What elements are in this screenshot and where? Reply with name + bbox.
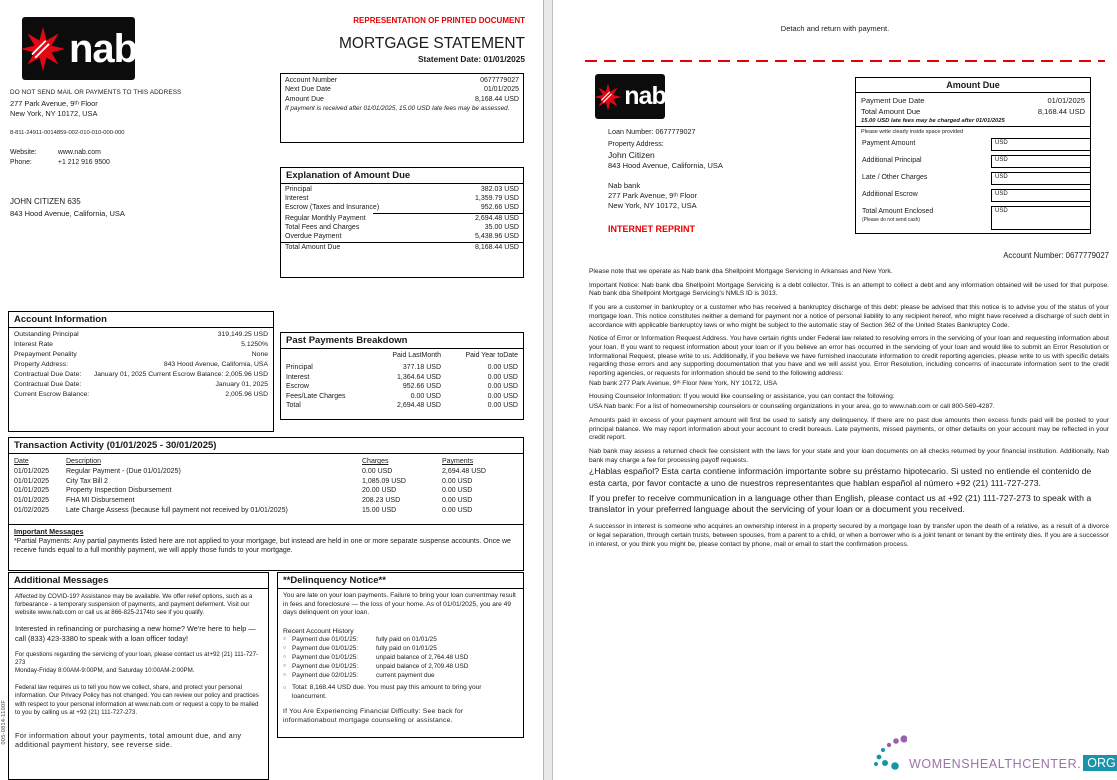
explanation-row xyxy=(281,223,523,232)
row-last: 2,694.48 USD xyxy=(397,402,441,410)
past-payments-box xyxy=(280,332,524,420)
currency-unit: USD xyxy=(995,157,1008,163)
important-messages-box xyxy=(8,524,524,571)
website-row xyxy=(10,149,101,156)
row-label: Payment Due Date xyxy=(861,96,925,105)
org-badge: ORG xyxy=(1083,755,1117,771)
row-value: 319,149.25 USD xyxy=(217,331,268,338)
paragraph-spanish-notice: ¿Hablas español? Esta carta contiene información importante sobre su préstamo hipotecario. Si usted no entiende el contenido de esta carta, por favor contacte a uno de nuestros representantes que hablan español al número +92 (21) 111-727-273. xyxy=(589,466,1092,488)
womenshealthcenter-wordmark: WOMENSHEALTHCENTER. xyxy=(909,757,1082,771)
website-label: Website: xyxy=(10,149,37,156)
paragraph-returned-check: Nab bank may assess a returned check fee consistent with the laws for your state and your loan documents on all checks returned by your financial institution. Additionally, Nab bank may charge a fee for processing payoff requests. xyxy=(589,447,1109,464)
paragraph-error-notice: Notice of Error or Information Request Address. You have certain rights under Federal law related to resolving errors in the servicing of your loan and requesting information about your loan. If you want to request information about your loan or if you believe an error has occurred in the servicing of your loan and would like to submit an Error Resolution or Informational Request, please write to us. Additionally, if you believe we have furnished inaccurate information to credit reporting agencies, please write to us with specific details regarding those errors and any supporting documentation that you have and we will assist you. Error Resolution, including concerns of inaccurate information sent to the credit reporting agencies, or requests for information should be send to the following address: xyxy=(589,335,1109,378)
row-label: Prepayment Penality xyxy=(14,351,77,358)
col-description: Description xyxy=(66,458,102,465)
tx-date: 01/02/2025 xyxy=(14,506,50,514)
payment-due-date-row xyxy=(856,93,1090,106)
delinquency-notice-box xyxy=(277,572,524,738)
recipient-name: JOHN CITIZEN 635 xyxy=(10,197,81,206)
phone-row xyxy=(10,159,110,166)
row-ytd: 0.00 USD xyxy=(487,402,518,410)
currency-unit: USD xyxy=(995,174,1008,180)
row-label: Interest Rate xyxy=(14,341,53,348)
paragraph-translator: If you prefer to receive communication in a language other than English, please contact us at +92 (21) 111-727-273 to speak with a translator in your preferred language about the servicing of your loan or a document you received. xyxy=(589,492,1092,514)
explanation-row xyxy=(281,194,523,203)
tx-date: 01/01/2025 xyxy=(14,487,50,495)
amount-due-title: Amount Due xyxy=(856,78,1090,93)
bullet-icon: ○ xyxy=(283,645,287,652)
bank-address-line1: 277 Park Avenue, 9ᵗʰ Floor xyxy=(608,191,698,200)
currency-unit: USD xyxy=(995,208,1008,214)
row-label: Contractual Due Date: xyxy=(14,371,82,378)
row-ytd: 0.00 USD xyxy=(487,392,518,400)
next-due-date-row xyxy=(281,85,523,94)
transaction-row xyxy=(9,496,523,506)
past-payments-row xyxy=(281,392,523,401)
amount-due-row xyxy=(281,95,523,104)
phone-value: +1 212 916 9500 xyxy=(57,159,110,166)
bullet-label: Payment due 01/01/25: xyxy=(292,663,359,671)
bullet-label: Payment due 01/01/25: xyxy=(292,645,359,653)
past-payments-title: Past Payments Breakdown xyxy=(281,333,523,349)
row-label: Principal xyxy=(285,186,312,193)
field-sublabel: (Please do not send cash) xyxy=(862,217,921,223)
paragraph-housing-counselor: Housing Counselor Information: If you would like counseling or assistance, you can contact the following: xyxy=(589,393,895,401)
paragraph-excess-payments: Amounts paid in excess of your payment amount will first be used to satisfy any delinquency. If there are no past due amounts then excess funds paid will be posted to your principal balance. We may report information about your account to credit bureaus. Late payments, missed payments, or other defaults on your account may be reflected in your credit report. xyxy=(589,416,1109,442)
financial-difficulty-note: If You Are Experiencing Financial Difficulty: See back for informationabout mortgage counseling or assistance. xyxy=(283,707,464,724)
row-label: Total Amount Due xyxy=(861,107,921,116)
bank-name: Nab bank xyxy=(608,181,641,190)
delinquency-title: **Delinquency Notice** xyxy=(278,573,523,589)
row-ytd: 0.00 USD xyxy=(487,373,518,381)
field-label: Additional Escrow xyxy=(862,191,918,198)
paragraph-bankruptcy: If you are a customer in bankruptcy or a customer who has received a bankruptcy discharge of this debt: please be advised that this notice is to advise you of the status of your mortgage loan. This notice constitutes neither a demand for payment nor a notice of personal liability to any recipient hereof, who might have received a discharge of such debt in accordance with applicable bankruptcy laws or who might be subject to the automatic stay of Section 362 of the United States Bankruptcy Code. xyxy=(589,304,1109,329)
statement-title: MORTGAGE STATEMENT xyxy=(338,35,525,52)
account-information-title: Account Information xyxy=(9,312,273,328)
row-label: Escrow (Taxes and Insurance) xyxy=(285,204,380,212)
row-label: Escrow xyxy=(286,383,309,391)
bullet-icon: ○ xyxy=(283,685,287,692)
paragraph-debt-collector: Important Notice: Nab bank dba Shellpoint Mortgage Servicing is a debt collector. This is an attempt to collect a debt and any information obtained will be used for that purpose. Nab bank dba Shellpoint Mortgage Servicing's NMLS ID is 3013. xyxy=(589,281,1109,298)
total-label: Total Amount Due xyxy=(285,244,341,252)
row-value: 35.00 USD xyxy=(484,223,519,231)
account-number-label: Account Number xyxy=(285,77,338,84)
transaction-activity-box xyxy=(8,437,524,525)
perforation-dashed-line xyxy=(585,60,1105,62)
transaction-activity-title: Transaction Activity (01/01/2025 - 30/01/2025) xyxy=(9,438,523,454)
nab-star-icon xyxy=(20,26,66,72)
tx-date: 01/01/2025 xyxy=(14,477,50,485)
row-value: 01/01/2025 xyxy=(1047,96,1085,105)
history-bullet xyxy=(283,635,518,644)
col-payments: Payments xyxy=(442,458,474,465)
row-value: 2,694.48 USD xyxy=(475,214,519,222)
bullet-icon: ○ xyxy=(283,663,287,670)
row-last: 952.66 USD xyxy=(402,383,441,391)
bullet-value: unpaid balance of 2,709.48 USD xyxy=(376,663,469,671)
history-bullet xyxy=(283,671,518,680)
col-paid-year-to-date: Paid Year toDate xyxy=(465,352,518,359)
amount-due-label: Amount Due xyxy=(285,95,324,103)
past-payments-row xyxy=(281,401,523,410)
account-info-row xyxy=(9,340,273,350)
tx-description: City Tax Bill 2 xyxy=(66,477,108,485)
website-value: www.nab.com xyxy=(57,149,101,156)
additional-messages-title: Additional Messages xyxy=(9,573,268,589)
additional-message-covid: Affected by COVID-19? Assistance may be available. We offer relief options, such as a forbearance - a temporary suspension of payments, and payment deferment. Visit our website www.nab.com or call us at 866-825-2174to see if you qualify. xyxy=(15,593,253,617)
account-info-row xyxy=(9,390,273,400)
row-label: Fees/Late Charges xyxy=(286,392,346,400)
womenshealthcenter-logo xyxy=(871,733,1117,771)
tx-charges: 1,085.09 USD xyxy=(362,477,406,485)
history-total-bullet xyxy=(283,684,518,701)
nab-logo xyxy=(22,17,138,80)
row-ytd: 0.00 USD xyxy=(487,364,518,372)
transaction-row xyxy=(9,467,523,477)
statement-page-2 xyxy=(552,0,1117,780)
late-fee-note: If payment is received after 01/01/2025, 15.00 USD late fees may be assessed. xyxy=(285,105,510,113)
tx-payments: 0.00 USD xyxy=(442,506,473,514)
row-value: 952.66 USD xyxy=(480,204,519,212)
total-enclosed-field-row xyxy=(856,206,1090,232)
tx-charges: 0.00 USD xyxy=(362,467,393,475)
transaction-header-row xyxy=(9,454,523,467)
row-label: Outstanding Principal xyxy=(14,331,79,338)
amount-due-value: 8,168.44 USD xyxy=(475,95,519,103)
payment-amount-input[interactable] xyxy=(991,138,1091,151)
bullet-icon: ○ xyxy=(283,672,287,679)
recent-account-history-title: Recent Account History xyxy=(283,628,354,636)
history-bullet xyxy=(283,644,518,653)
row-label: Regular Monthly Payment xyxy=(285,214,366,222)
recipient-address: 843 Hood Avenue, California, USA xyxy=(10,209,125,218)
currency-unit: USD xyxy=(995,191,1008,197)
additional-message-privacy: Federal law requires us to tell you how we collect, share, and protect your personal information. Our Privacy Policy has not changed. You can review our policy and practices with respect to your personal information at www.nab.com or request a copy to be mailed to you by calling us at +92 (21) 111-727-273. xyxy=(15,684,259,716)
row-value: 843 Hood Avenue, California, USA xyxy=(163,361,268,368)
borrower-name: John Citizen xyxy=(608,150,655,160)
nab-logo xyxy=(595,74,665,119)
explanation-of-amount-due-box xyxy=(280,167,524,278)
history-bullet xyxy=(283,662,518,671)
transaction-row xyxy=(9,486,523,496)
additional-principal-field-row xyxy=(856,155,1090,171)
paragraph-successor-in-interest: A successor in interest is someone who acquires an ownership interest in a property secured by a mortgage loan by transfer upon the death of a relative, as a result of a divorce or legal separation, through certain trusts, between spouses, from a parent to a child, or when a borrower who is a joint tenant or tenant by the entirety dies. If you are a successor in interest, or you think you might be, please contact by phone, mail or email to start the confirmation process. xyxy=(589,523,1109,548)
paragraph-bank-address: Nab bank 277 Park Avenue, 9ᵗʰ Floor New York, NY 10172, USA xyxy=(589,379,778,387)
statement-date: Statement Date: 01/01/2025 xyxy=(418,54,525,64)
currency-unit: USD xyxy=(995,140,1008,146)
account-number-line: Account Number: 0677779027 xyxy=(1003,251,1109,260)
total-value: 8,168.44 USD xyxy=(475,244,519,252)
delinquency-intro: You are late on your loan payments. Failure to bring your loan currentmay result in fees and foreclosure — the loss of your home. As of 01/01/2025, you are 49 days delinquent on your loan. xyxy=(283,592,516,617)
bullet-icon: ○ xyxy=(283,636,287,643)
row-value: January 01, 2025 xyxy=(215,381,268,388)
past-payments-row xyxy=(281,382,523,391)
account-info-row xyxy=(9,360,273,370)
bullet-value: fully paid on 01/01/25 xyxy=(376,645,437,653)
past-payments-header-row xyxy=(281,349,523,363)
tx-date: 01/01/2025 xyxy=(14,497,50,505)
additional-message-refinance: Interested in refinancing or purchasing a new home? We're here to help — call (833) 423-3380 to speak with a loan officer today! xyxy=(15,624,256,643)
nab-star-icon xyxy=(594,83,622,111)
late-other-charges-input[interactable] xyxy=(991,172,1091,185)
bullet-value: fully paid on 01/01/25 xyxy=(376,636,437,644)
loan-number-line: Loan Number: 0677779027 xyxy=(608,127,696,136)
nab-logo-word: nab xyxy=(624,82,666,110)
important-messages-body: *Partial Payments: Any partial payments listed here are not applied to your mortgage, but instead are held in one or more separate suspense accounts. Once we receive funds equal to a full monthly payment, we will apply those funds to your mortgage. xyxy=(14,538,511,554)
next-due-date-label: Next Due Date xyxy=(285,86,331,94)
paragraph-dba-notice: Please note that we operate as Nab bank dba Shellpoint Mortgage Servicing in Arkansas and New York. xyxy=(589,268,893,275)
mail-barcode-number: 8-811-24911-0014859-002-010-010-000-000 xyxy=(10,130,125,136)
write-clearly-note: Please write clearly inside space provided xyxy=(861,129,964,135)
bullet-icon: ○ xyxy=(283,654,287,661)
row-last: 377.18 USD xyxy=(402,364,441,372)
additional-principal-input[interactable] xyxy=(991,155,1091,168)
row-label: Property Address: xyxy=(14,361,69,368)
row-last: 0.00 USD xyxy=(410,392,441,400)
explanation-title: Explanation of Amount Due xyxy=(281,168,523,184)
row-value: None xyxy=(251,351,268,358)
next-due-date-value: 01/01/2025 xyxy=(483,86,519,94)
explanation-row xyxy=(281,232,523,241)
row-value: January 01, 2025 Current Escrow Balance: 2,005.96 USD xyxy=(93,371,268,378)
nab-logo-word: nab xyxy=(68,26,138,71)
tx-description: FHA MI Disbursement xyxy=(66,497,135,505)
account-info-row xyxy=(9,350,273,360)
row-value: 1,359.79 USD xyxy=(475,195,519,203)
account-info-row xyxy=(9,330,273,340)
tx-charges: 208.23 USD xyxy=(362,497,401,505)
history-bullet xyxy=(283,653,518,662)
sender-address-line1: 277 Park Avenue, 9ᵗʰ Floor xyxy=(10,99,98,108)
explanation-row xyxy=(281,214,523,223)
coupon-late-fee-note: 15.00 USD late fees may be charged after 01/01/2025 xyxy=(856,117,1090,127)
additional-messages-box xyxy=(8,572,269,780)
row-label: Current Escrow Balance: xyxy=(14,391,90,398)
explanation-row xyxy=(281,203,523,212)
row-label: Total xyxy=(286,402,301,410)
do-not-send-warning: DO NOT SEND MAIL OR PAYMENTS TO THIS ADDRESS xyxy=(10,89,182,96)
row-value: 8,168.44 USD xyxy=(1037,107,1085,116)
late-other-charges-field-row xyxy=(856,172,1090,188)
col-paid-last-month: Paid LastMonth xyxy=(392,352,441,359)
bullet-value: unpaid balance of 2,764.48 USD xyxy=(376,654,469,662)
row-value: 5,438.96 USD xyxy=(475,233,519,241)
row-last: 1,364.64 USD xyxy=(397,373,441,381)
bank-address-line2: New York, NY 10172, USA xyxy=(608,201,697,210)
bullet-value: current payment due xyxy=(376,672,435,680)
total-due-text: Total: 8,168.44 USD due. You must pay this amount to bring your loancurrent. xyxy=(292,684,482,700)
disclosure-text-column xyxy=(589,268,1109,554)
field-label: Total Amount Enclosed xyxy=(862,208,934,215)
detach-instruction: Detach and return with payment. xyxy=(780,24,890,33)
tx-description: Late Charge Assess (because full payment not received by 01/01/2025) xyxy=(66,506,288,514)
field-label: Payment Amount xyxy=(862,140,916,147)
row-value: 5.1250% xyxy=(241,341,268,348)
representation-banner: REPRESENTATION OF PRINTED DOCUMENT xyxy=(353,16,525,25)
account-info-row xyxy=(9,370,273,380)
tx-charges: 15.00 USD xyxy=(362,506,397,514)
row-value: 382.03 USD xyxy=(480,186,519,193)
row-label: Contractual Due Date: xyxy=(14,381,82,388)
important-messages-title: Important Messages xyxy=(14,527,84,536)
additional-message-servicing: For questions regarding the servicing of your loan, please contact us at+92 (21) 111-727-273 xyxy=(15,651,259,667)
bullet-label: Payment due 02/01/25: xyxy=(292,672,359,680)
borrower-address: 843 Hood Avenue, California, USA xyxy=(608,161,723,170)
row-label: Interest xyxy=(286,373,310,381)
row-label: Total Fees and Charges xyxy=(285,223,360,231)
tx-payments: 0.00 USD xyxy=(442,487,473,495)
account-number-value: 0677779027 xyxy=(480,77,519,84)
past-payments-row xyxy=(281,363,523,372)
total-enclosed-input[interactable] xyxy=(991,206,1091,230)
sender-address-line2: New York, NY 10172, USA xyxy=(10,109,98,118)
tx-payments: 2,694.48 USD xyxy=(442,467,486,475)
property-address-label: Property Address: xyxy=(608,141,664,148)
additional-message-hours: Monday-Friday 8:00AM-9:00PM, and Saturday 10:00AM-2:00PM. xyxy=(15,667,195,675)
explanation-row xyxy=(281,185,523,194)
payment-coupon-amount-due-box xyxy=(855,77,1091,234)
additional-escrow-input[interactable] xyxy=(991,189,1091,202)
statement-page-1 xyxy=(0,0,544,780)
bullet-label: Payment due 01/01/25: xyxy=(292,654,359,662)
account-information-box xyxy=(8,311,274,432)
field-label: Late / Other Charges xyxy=(862,174,928,181)
phone-label: Phone: xyxy=(10,159,32,166)
row-value: 2,005.96 USD xyxy=(225,391,268,398)
bullet-label: Payment due 01/01/25: xyxy=(292,636,359,644)
account-info-row xyxy=(9,380,273,390)
additional-message-reverse-side: For information about your payments, total amount due, and any additional payment history, see reverse side. xyxy=(15,730,242,750)
payment-amount-field-row xyxy=(856,138,1090,154)
row-label: Interest xyxy=(285,195,309,203)
tx-description: Property Inspection Disbursement xyxy=(66,487,172,495)
col-date: Date xyxy=(14,458,29,465)
col-charges: Charges xyxy=(362,458,389,465)
paragraph-counselor-list: USA Nab bank: For a list of homeownership counselors or counseling organizations in your area, go to www.nab.com or call 800-569-4287. xyxy=(589,403,995,411)
transaction-row xyxy=(9,506,523,516)
account-summary-box xyxy=(280,73,524,143)
past-payments-row xyxy=(281,373,523,382)
tx-payments: 0.00 USD xyxy=(442,477,473,485)
row-label: Principal xyxy=(286,364,313,372)
dots-swirl-icon xyxy=(871,733,907,771)
edge-form-code: 005-0814-1100F xyxy=(1,700,7,745)
account-number-row xyxy=(281,76,523,85)
explanation-total-row xyxy=(281,243,523,252)
row-label: Overdue Payment xyxy=(285,233,342,241)
internet-reprint-label: INTERNET REPRINT xyxy=(608,224,696,234)
row-ytd: 0.00 USD xyxy=(487,383,518,391)
field-label: Additional Principal xyxy=(862,157,922,164)
tx-charges: 20.00 USD xyxy=(362,487,397,495)
tx-date: 01/01/2025 xyxy=(14,467,50,475)
transaction-row xyxy=(9,477,523,487)
additional-escrow-field-row xyxy=(856,189,1090,205)
total-amount-due-row xyxy=(856,106,1090,117)
tx-description: Regular Payment - (Due 01/01/2025) xyxy=(66,467,181,475)
tx-payments: 0.00 USD xyxy=(442,497,473,505)
